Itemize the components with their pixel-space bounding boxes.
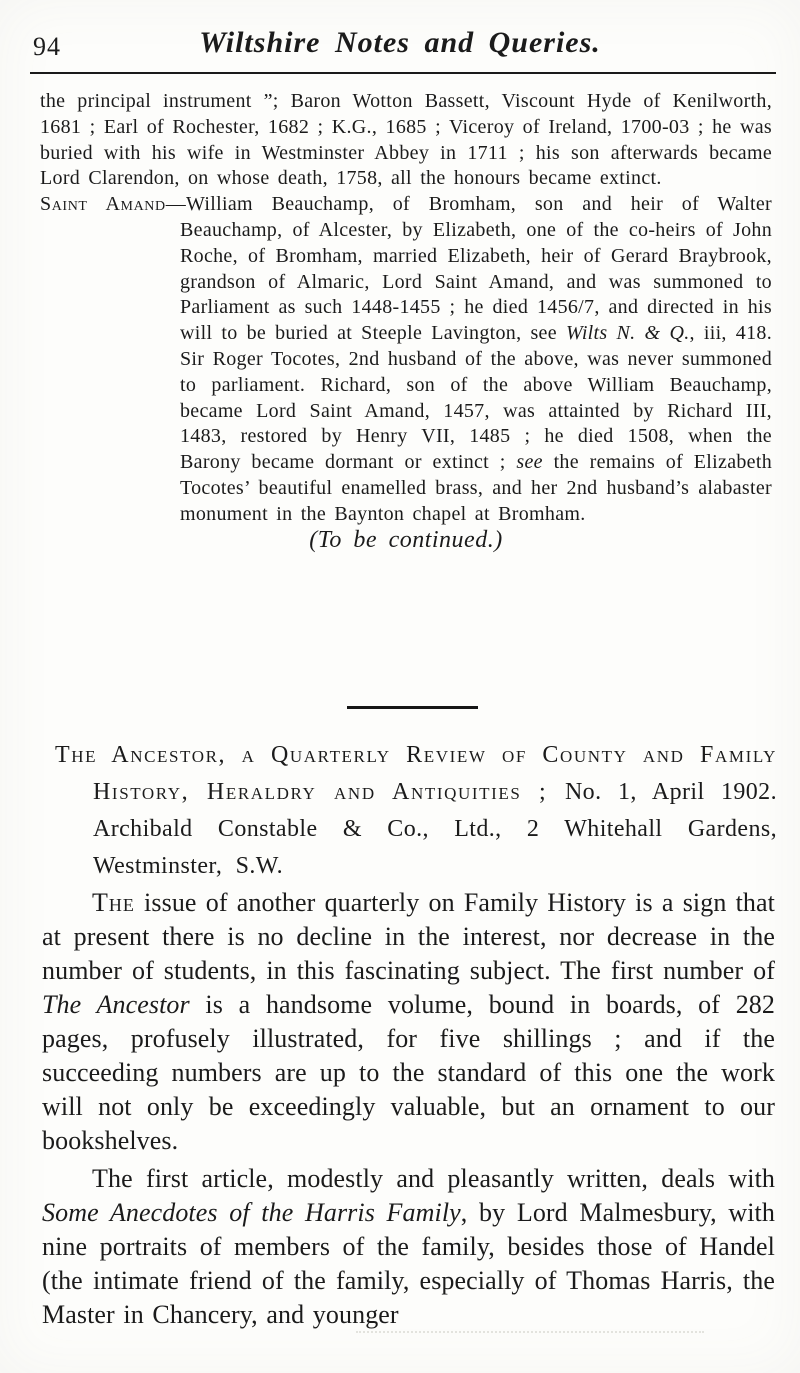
review-imprint-text: No. 1, April 1902. Archibald Constable & Co., Ltd., 2 Whitehall Gardens, Westminster, S.W. [93,779,777,879]
review-paragraph-1 [42,886,775,1158]
wilts-nq-reference-italic: Wilts N. & Q. [565,322,690,345]
saint-amand-text-3: the remains of Elizabeth Tocotes’ beautiful enamelled brass, and her 2nd husband’s alabaster monument in the Baynton chapel at Bromham. [180,451,773,525]
notes-section [40,89,772,553]
scan-artifact-dotted-line [356,1331,704,1333]
harris-article-title-italic: Some Anecdotes of the Harris Family [42,1198,461,1227]
header-rule [30,72,776,74]
paragraph-lead-smallcaps: The [92,888,135,917]
the-ancestor-title-italic: The Ancestor [42,990,190,1019]
saint-amand-label: Saint Amand [40,193,166,216]
review-paragraph-2 [42,1162,775,1332]
review-paragraph-1-text-2: is a handsome volume, bound in boards, of 282 pages, profusely illustrated, for five shillings ; and if the succeeding numbers are up to the standard of this one the work will not only be exceedingly valuable, but an ornament to our bookshelves. [42,990,775,1155]
saint-amand-entry [40,192,772,527]
review-paragraph-2-text-2: , by Lord Malmesbury, with nine portraits of members of the family, besides those of Handel (the intimate friend of the family, especially of Thomas Harris, the Master in Chancery, and younger [42,1198,775,1329]
review-paragraph-1-text-1: issue of another quarterly on Family History is a sign that at present there is no decline in the interest, nor decrease in the number of students, in this fascinating subject. The first number of [42,888,775,985]
saint-amand-text-2: , iii, 418. Sir Roger Tocotes, 2nd husband of the above, was never summoned to parliament. Richard, son of the above William Beauchamp, became Lord Saint Amand, 1457, was attainted by Richard III, 1483, restored by Henry VII, 1485 ; he died 1508, when the Barony became dormant or extinct ; [180,322,772,474]
review-body [42,886,775,1332]
page-number: 94 [33,32,61,61]
saint-amand-text-1: —William Beauchamp, of Bromham, son and heir of Walter Beauchamp, of Alcester, by Elizabeth, one of the co-heirs of John Roche, of Bromham, married Elizabeth, heir of Gerard Braybrook, grandson of Almaric, Lord Saint Amand, and was summoned to Parliament as such 1448-1455 ; he died 1456/7, and directed in his will to be buried at Steeple Lavington, see [165,193,772,345]
to-be-continued-note: (To be continued.) [309,526,503,553]
review-paragraph-2-text-1: The first article, modestly and pleasantly written, deals with [92,1164,775,1193]
section-divider-rule [347,706,478,709]
review-heading [55,737,777,885]
review-title-smallcaps: The Ancestor, a Quarterly Review of County and Family History, Heraldry and Antiquities ; [55,742,777,805]
hyde-entry-text: the principal instrument ”; Baron Wotton Bassett, Viscount Hyde of Kenilworth, 1681 ; Earl of Rochester, 1682 ; K.G., 1685 ; Viceroy of Ireland, 1700-03 ; he was buried with his wife in Westminster Abbey in 1711 ; his son afterwards became Lord Clarendon, on whose death, 1758, all the honours became extinct. [40,90,772,190]
see-italic: see [516,451,543,474]
running-title: Wiltshire Notes and Queries. [199,26,601,59]
hyde-entry-continuation [40,89,772,192]
